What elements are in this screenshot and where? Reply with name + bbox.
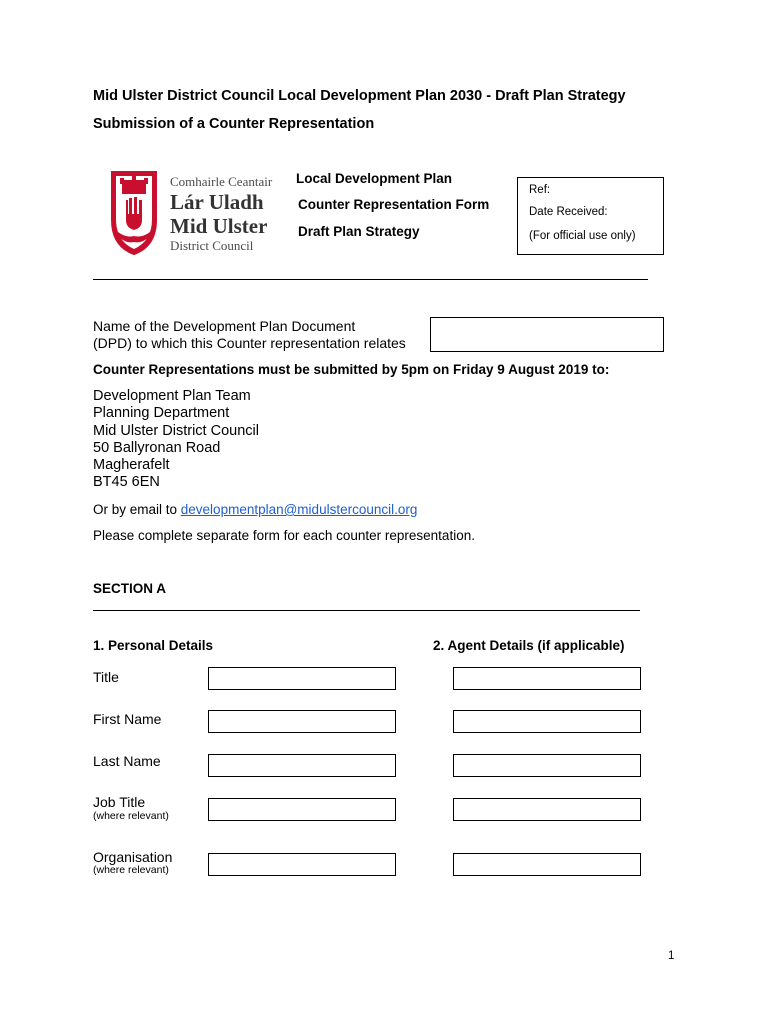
logo-line-district-council: District Council xyxy=(170,238,254,253)
council-crest-icon xyxy=(106,166,162,258)
logo-line-irish: Comhairle Ceantair xyxy=(170,174,273,189)
official-use-note: (For official use only) xyxy=(529,230,636,242)
logo-line-lar-uladh: Lár Uladh xyxy=(170,190,264,214)
dpd-input[interactable] xyxy=(430,317,664,352)
page-title: Mid Ulster District Council Local Development Plan 2030 - Draft Plan Strategy xyxy=(93,88,626,104)
address-line: Development Plan Team xyxy=(93,388,251,404)
job-title-note: (where relevant) xyxy=(93,810,169,822)
separate-form-note: Please complete separate form for each counter representation. xyxy=(93,528,475,543)
address-line: BT45 6EN xyxy=(93,474,160,491)
email-prefix: Or by email to xyxy=(93,502,181,517)
page-subtitle: Submission of a Counter Representation xyxy=(93,116,375,132)
logo-line-mid-ulster: Mid Ulster xyxy=(170,214,268,238)
postal-address xyxy=(93,388,259,492)
deadline-text: Counter Representations must be submitted by 5pm on Friday 9 August 2019 to: xyxy=(93,362,610,377)
form-title-line2: Counter Representation Form xyxy=(298,197,490,212)
address-line: Magherafelt xyxy=(93,457,170,474)
date-received-label: Date Received: xyxy=(529,206,608,218)
organisation-label: Organisation xyxy=(93,849,173,865)
personal-organisation-input[interactable] xyxy=(208,853,396,876)
header-divider xyxy=(93,279,648,280)
address-line: Mid Ulster District Council xyxy=(93,422,259,439)
email-link[interactable]: developmentplan@midulstercouncil.org xyxy=(180,502,418,517)
official-use-box xyxy=(517,177,664,255)
page-number: 1 xyxy=(668,950,675,962)
email-line xyxy=(93,502,417,517)
address-line: 50 Ballyronan Road xyxy=(93,439,221,456)
title-label: Title xyxy=(93,669,119,685)
agent-job-title-input[interactable] xyxy=(453,798,641,821)
first-name-label: First Name xyxy=(93,711,162,727)
personal-job-title-input[interactable] xyxy=(208,798,396,821)
agent-details-heading: 2. Agent Details (if applicable) xyxy=(433,638,625,653)
personal-details-heading: 1. Personal Details xyxy=(93,638,214,653)
dpd-label-line2: (DPD) to which this Counter representation relates xyxy=(93,335,406,351)
dpd-label-line1: Name of the Development Plan Document xyxy=(93,318,356,334)
agent-organisation-input[interactable] xyxy=(453,853,641,876)
form-title-line3: Draft Plan Strategy xyxy=(298,224,420,239)
organisation-note: (where relevant) xyxy=(93,864,169,876)
agent-first-name-input[interactable] xyxy=(453,710,641,733)
personal-title-input[interactable] xyxy=(208,667,396,690)
personal-first-name-input[interactable] xyxy=(208,710,396,733)
form-title-line1: Local Development Plan xyxy=(296,171,453,186)
address-line: Planning Department xyxy=(93,405,230,422)
personal-last-name-input[interactable] xyxy=(208,754,396,777)
section-a-heading: SECTION A xyxy=(93,581,167,596)
council-logo xyxy=(106,166,273,258)
last-name-label: Last Name xyxy=(93,753,161,769)
section-a-divider xyxy=(93,610,640,611)
ref-label: Ref: xyxy=(529,184,551,196)
agent-last-name-input[interactable] xyxy=(453,754,641,777)
job-title-label: Job Title xyxy=(93,794,146,810)
agent-title-input[interactable] xyxy=(453,667,641,690)
